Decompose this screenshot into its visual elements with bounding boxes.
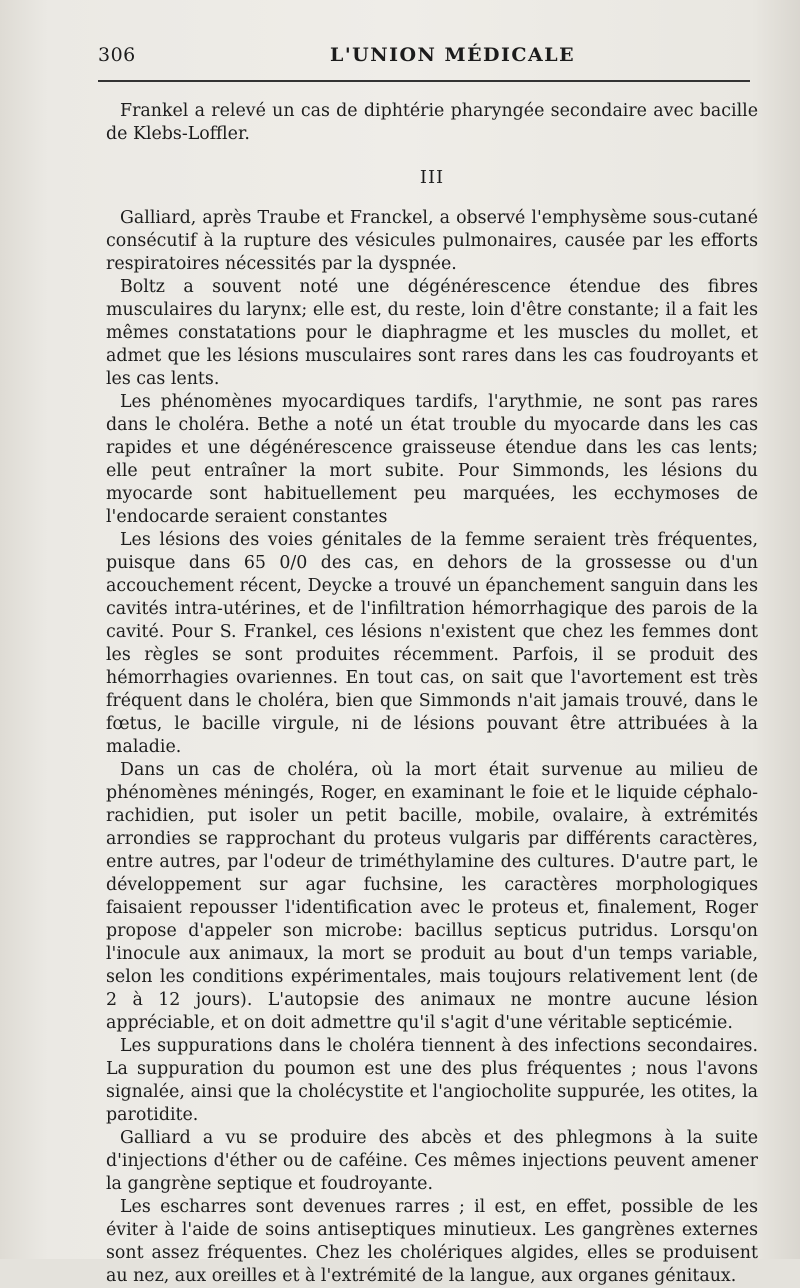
running-title: L'UNION MÉDICALE (330, 44, 576, 66)
paragraph: Galliard, après Traube et Franckel, a observé l'emphysème sous-cutané consécutif à la rupture des vésicules pulmonaires, causée par les efforts respiratoires nécessités par la dyspnée. (106, 208, 758, 274)
paragraph: Les lésions des voies génitales de la femme seraient très fréquentes, puisque dans 65 0/0 des cas, en dehors de la grossesse ou d'un accouchement récent, Deycke a trouvé un épanchement sanguin dans les cavités intra-utérines, et de l'infiltration hémorrhagique des parois de la cavité. Pour S. Frankel, ces lésions n'existent que chez les femmes dont les règles se sont produites récemment. Parfois, il se produit des hémorrhagies ovariennes. En tout cas, on sait que l'avortement est très fréquent dans le choléra, bien que Simmonds n'ait jamais trouvé, dans le fœtus, le bacille virgule, ni de lésions pouvant être attribuées à la maladie. (106, 530, 758, 757)
page-header (98, 44, 758, 74)
paragraph: Les escharres sont devenues rarres ; il est, en effet, possible de les éviter à l'aide de soins antiseptiques minutieux. Les gangrènes externes sont assez fréquentes. Chez les cholériques algides, elles se produisent au nez, aux oreilles et à l'extrémité de la langue, aux organes génitaux. (106, 1197, 758, 1286)
paragraph: Galliard a vu se produire des abcès et des phlegmons à la suite d'injections d'éther ou de caféine. Ces mêmes injections peuvent amener la gangrène septique et foudroyante. (106, 1128, 758, 1194)
section-heading: III (419, 167, 445, 188)
paragraph: Les phénomènes myocardiques tardifs, l'arythmie, ne sont pas rares dans le choléra. Bethe a noté un état trouble du myocarde dans les cas rapides et une dégénérescence graisseuse étendue dans les cas lents; elle peut entraîner la mort subite. Pour Simmonds, les lésions du myocarde sont habituellement peu marquées, les ecchymoses de l'endocarde seraient constantes (106, 392, 758, 527)
body-text (106, 100, 758, 1288)
paragraph: Dans un cas de choléra, où la mort était survenue au milieu de phénomènes méningés, Roger, en examinant le foie et le liquide céphalo-rachidien, put isoler un petit bacille, mobile, ovalaire, à extrémités arrondies se rapprochant du proteus vulgaris par différents caractères, entre autres, par l'odeur de triméthylamine des cultures. D'autre part, le développement sur agar fuchsine, les caractères morphologiques faisaient repousser l'identification avec le proteus et, finalement, Roger propose d'appeler son microbe: bacillus septicus putridus. Lorsqu'on l'inocule aux animaux, la mort se produit au bout d'un temps variable, selon les conditions expérimentales, mais toujours relativement lent (de 2 à 12 jours). L'autopsie des animaux ne montre aucune lésion appréciable, et on doit admettre qu'il s'agit d'une véritable septicémie. (106, 760, 758, 1033)
header-rule (98, 80, 750, 82)
intro-paragraph: Frankel a relevé un cas de diphtérie pharyngée secondaire avec bacille de Klebs-Loffler. (106, 101, 758, 144)
paragraph: Les suppurations dans le choléra tiennent à des infections secondaires. La suppuration du poumon est une des plus fréquentes ; nous l'avons signalée, ainsi que la cholécystite et l'angiocholite suppurée, les otites, la parotidite. (106, 1036, 758, 1125)
page-number: 306 (98, 44, 136, 66)
paragraph: Boltz a souvent noté une dégénérescence étendue des fibres musculaires du larynx; elle est, du reste, loin d'être constante; il a fait les mêmes constatations pour le diaphragme et les muscles du mollet, et admet que les lésions musculaires sont rares dans les cas foudroyants et les cas lents. (106, 277, 758, 389)
